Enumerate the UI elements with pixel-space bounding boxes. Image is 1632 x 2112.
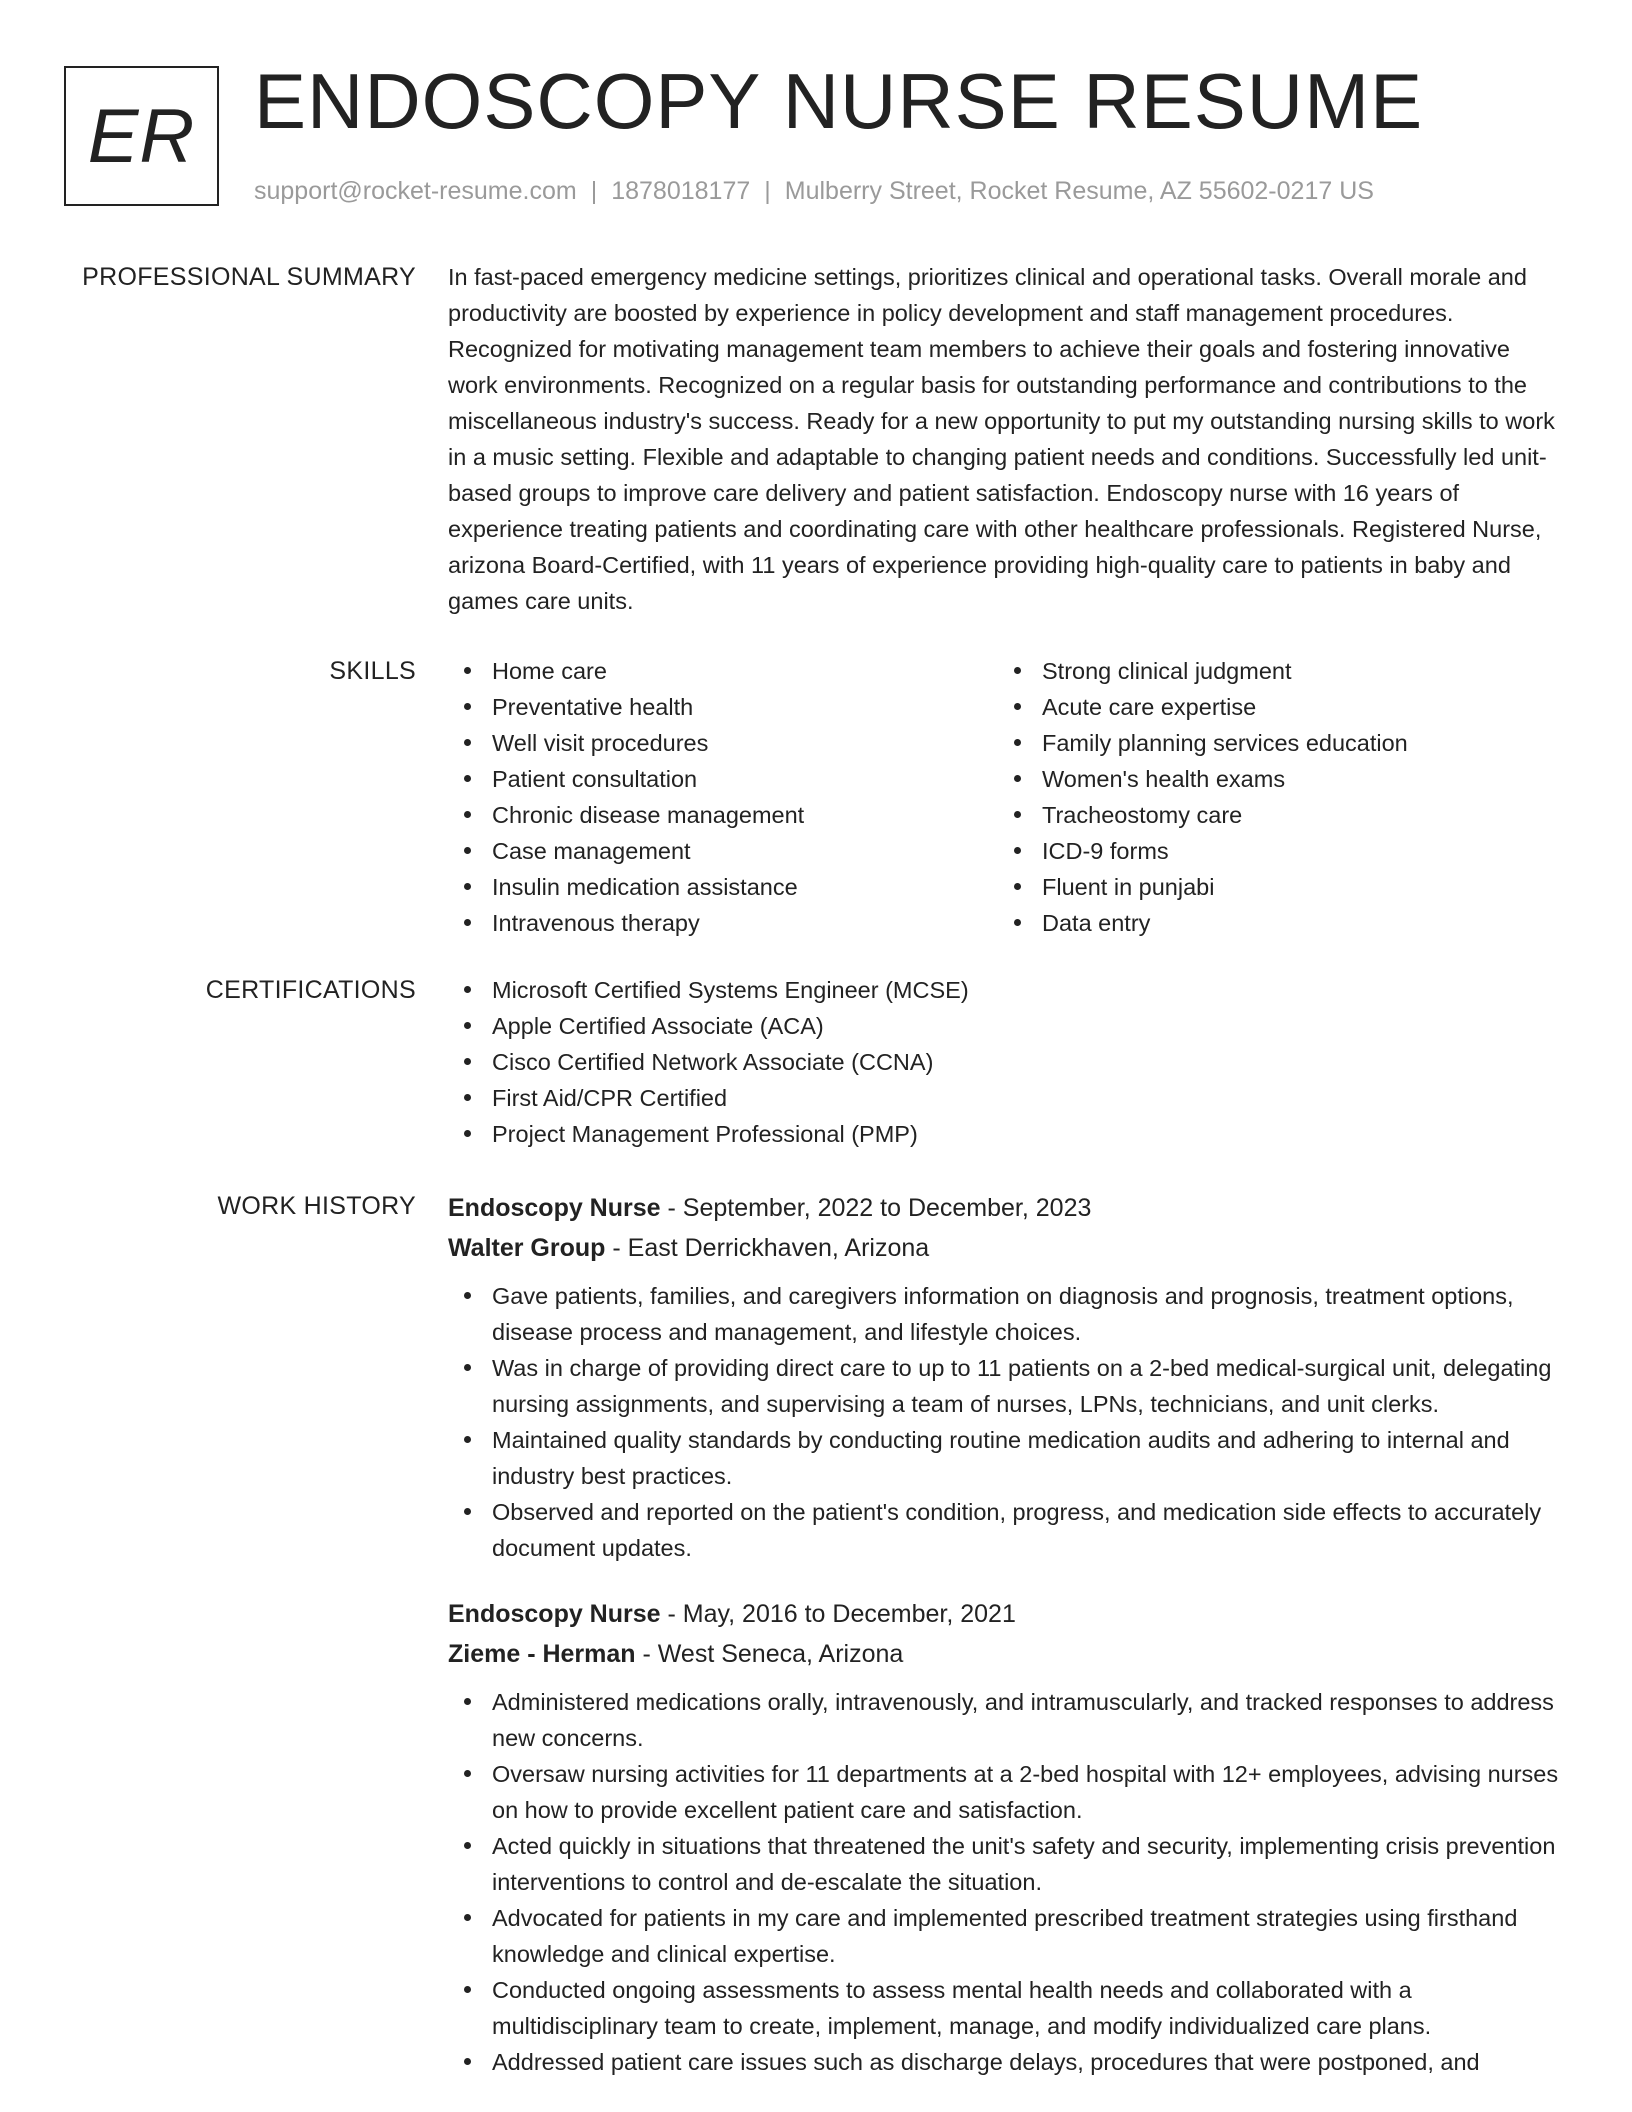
certifications-body (448, 972, 1566, 1152)
job-duty-item: Was in charge of providing direct care to up to 11 patients on a 2-bed medical-surgical unit, delegating nursing assignments, and supervising a team of nurses, LPNs, technicians, and unit clerks. (492, 1350, 1566, 1422)
contact-line (254, 174, 1374, 208)
section-label: SKILLS (329, 657, 416, 685)
job-duties-list (448, 1278, 1566, 1566)
job-title-line (448, 1594, 1566, 1634)
summary-body (448, 259, 1566, 619)
skills-list-left (448, 653, 998, 941)
job-title: Endoscopy Nurse (448, 1194, 661, 1222)
skill-item: Tracheostomy care (1042, 797, 1548, 833)
skill-item: Acute care expertise (1042, 689, 1548, 725)
page-title: ENDOSCOPY NURSE RESUME (254, 57, 1424, 145)
certification-item: First Aid/CPR Certified (492, 1080, 1566, 1116)
skills-list-right (998, 653, 1548, 941)
skills-column-left (448, 653, 998, 941)
job-dates: - May, 2016 to December, 2021 (660, 1600, 1016, 1628)
skills-column-right (998, 653, 1548, 941)
summary-text: In fast-paced emergency medicine settings, prioritizes clinical and operational tasks. Overall morale and productivity are boosted by experience in policy development and staff management procedures. Recognized for motivating management team members to achieve their goals and fostering innovative work environments. Recognized on a regular basis for outstanding performance and contributions to the miscellaneous industry's success. Ready for a new opportunity to put my outstanding nursing skills to work in a music setting. Flexible and adaptable to changing patient needs and conditions. Successfully led unit-based groups to improve care delivery and patient satisfaction. Endoscopy nurse with 16 years of experience treating patients and coordinating care with other healthcare professionals. Registered Nurse, arizona Board-Certified, with 11 years of experience providing high-quality care to patients in baby and games care units. (448, 264, 1555, 614)
job-duty-item: Addressed patient care issues such as discharge delays, procedures that were postponed, and (492, 2044, 1566, 2080)
job-title-line (448, 1188, 1566, 1228)
work-history-body (448, 1188, 1566, 2108)
skill-item: ICD-9 forms (1042, 833, 1548, 869)
skill-item: Family planning services education (1042, 725, 1548, 761)
section-label: CERTIFICATIONS (205, 976, 416, 1004)
skill-item: Fluent in punjabi (1042, 869, 1548, 905)
job-duties-list (448, 1684, 1566, 2080)
job-duty-item: Acted quickly in situations that threatened the unit's safety and security, implementing crisis prevention interventions to control and de-escalate the situation. (492, 1828, 1566, 1900)
contact-address: Mulberry Street, Rocket Resume, AZ 55602-0217 US (784, 177, 1374, 205)
skill-item: Patient consultation (492, 761, 998, 797)
certification-item: Cisco Certified Network Associate (CCNA) (492, 1044, 1566, 1080)
certification-item: Project Management Professional (PMP) (492, 1116, 1566, 1152)
skill-item: Intravenous therapy (492, 905, 998, 941)
skill-item: Data entry (1042, 905, 1548, 941)
skill-item: Insulin medication assistance (492, 869, 998, 905)
monogram-logo: ER (64, 66, 219, 206)
skill-item: Women's health exams (1042, 761, 1548, 797)
job-dates: - September, 2022 to December, 2023 (660, 1194, 1092, 1222)
contact-email: support@rocket-resume.com (254, 177, 577, 205)
job-duty-item: Observed and reported on the patient's condition, progress, and medication side effects to accurately document updates. (492, 1494, 1566, 1566)
job-entry (448, 1188, 1566, 1566)
section-label: WORK HISTORY (217, 1192, 416, 1220)
contact-phone: 1878018177 (611, 177, 751, 205)
job-company-line (448, 1634, 1566, 1674)
contact-separator: | (590, 177, 598, 205)
job-company: Zieme - Herman (448, 1640, 636, 1668)
certifications-list (448, 972, 1566, 1152)
job-company: Walter Group (448, 1234, 606, 1262)
job-location: - West Seneca, Arizona (635, 1640, 904, 1668)
job-duty-item: Gave patients, families, and caregivers information on diagnosis and prognosis, treatment options, disease process and management, and lifestyle choices. (492, 1278, 1566, 1350)
skill-item: Case management (492, 833, 998, 869)
skill-item: Home care (492, 653, 998, 689)
certification-item: Microsoft Certified Systems Engineer (MCSE) (492, 972, 1566, 1008)
job-location: - East Derrickhaven, Arizona (605, 1234, 930, 1262)
job-company-line (448, 1228, 1566, 1268)
job-title: Endoscopy Nurse (448, 1600, 661, 1628)
job-duty-item: Oversaw nursing activities for 11 departments at a 2-bed hospital with 12+ employees, advising nurses on how to provide excellent patient care and satisfaction. (492, 1756, 1566, 1828)
skill-item: Preventative health (492, 689, 998, 725)
skill-item: Well visit procedures (492, 725, 998, 761)
job-duty-item: Maintained quality standards by conducting routine medication audits and adhering to internal and industry best practices. (492, 1422, 1566, 1494)
skill-item: Strong clinical judgment (1042, 653, 1548, 689)
skill-item: Chronic disease management (492, 797, 998, 833)
certification-item: Apple Certified Associate (ACA) (492, 1008, 1566, 1044)
job-duty-item: Conducted ongoing assessments to assess mental health needs and collaborated with a multidisciplinary team to create, implement, manage, and modify individualized care plans. (492, 1972, 1566, 2044)
job-duty-item: Administered medications orally, intravenously, and intramuscularly, and tracked responses to address new concerns. (492, 1684, 1566, 1756)
job-duty-item: Advocated for patients in my care and implemented prescribed treatment strategies using firsthand knowledge and clinical expertise. (492, 1900, 1566, 1972)
skills-body (448, 653, 1566, 941)
section-label: PROFESSIONAL SUMMARY (82, 263, 416, 291)
contact-separator: | (764, 177, 771, 205)
job-entry (448, 1594, 1566, 2080)
